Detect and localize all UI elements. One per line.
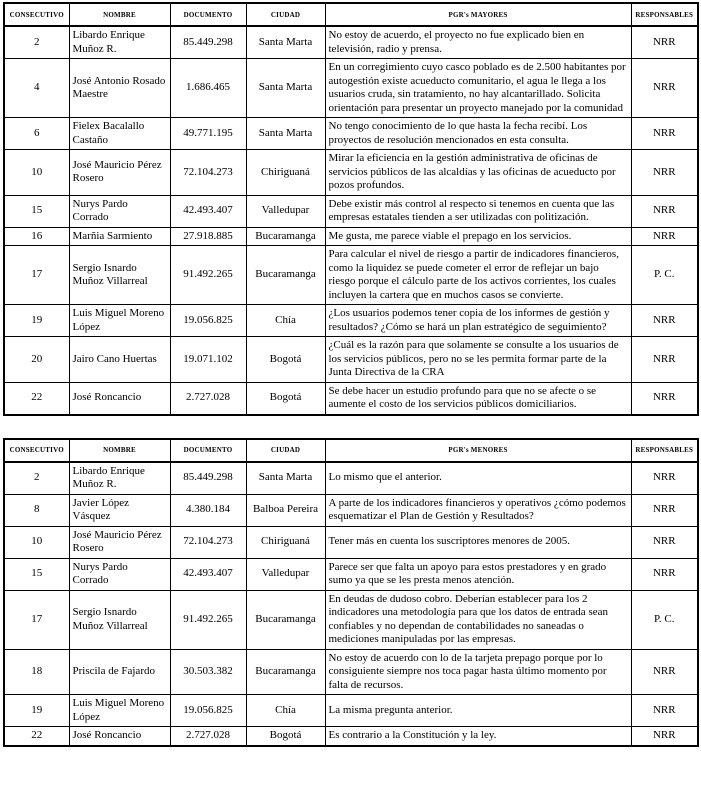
cell-consecutivo: 15 (4, 195, 69, 227)
table-body (4, 26, 698, 415)
table-row (4, 305, 698, 337)
cell-nombre: Marñia Sarmiento (69, 227, 170, 246)
cell-pgr: A parte de los indicadores financieros y operativos ¿cómo podemos esquematizar el Plan de Gestión y Resultados? (325, 494, 631, 526)
cell-responsables: NRR (631, 526, 698, 558)
cell-pgr: En un corregimiento cuyo casco poblado es de 2.500 habitantes por autogestión existe acueducto comunitario, el agua le llega a los usuarios cruda, sin tratamiento, no hay alcantarillado. Solicita orientación para presentar un proyecto manejado por la comunidad (325, 59, 631, 118)
cell-ciudad: Santa Marta (246, 462, 325, 495)
cell-nombre: Jairo Cano Huertas (69, 337, 170, 383)
cell-consecutivo: 10 (4, 526, 69, 558)
cell-nombre: José Roncancio (69, 727, 170, 746)
cell-responsables: NRR (631, 26, 698, 59)
cell-ciudad: Bogotá (246, 727, 325, 746)
cell-ciudad: Chiriguaná (246, 150, 325, 196)
cell-pgr: Mirar la eficiencia en la gestión administrativa de oficinas de servicios públicos de las alcaldías y las oficinas de acueducto por pozos profundos. (325, 150, 631, 196)
cell-pgr: ¿Cuál es la razón para que solamente se consulte a los usuarios de los servicios públicos, pero no se les permita formar parte de la Junta Directiva de la CRA (325, 337, 631, 383)
cell-documento: 19.056.825 (170, 305, 246, 337)
cell-pgr: En deudas de dudoso cobro. Deberían establecer para los 2 indicadores una metodología para que los datos de entrada sean confiables y no dependan de contabilidades no saneadas o mediciones manipuladas por las empresas. (325, 590, 631, 649)
cell-pgr: Tener más en cuenta los suscriptores menores de 2005. (325, 526, 631, 558)
cell-documento: 91.492.265 (170, 246, 246, 305)
cell-pgr: No estoy de acuerdo con lo de la tarjeta prepago porque por lo consiguiente siempre nos toca pagar hasta último momento por falta de recursos. (325, 649, 631, 695)
table-row (4, 382, 698, 415)
cell-responsables: NRR (631, 462, 698, 495)
cell-nombre: Libardo Enrique Muñoz R. (69, 462, 170, 495)
cell-responsables: P. C. (631, 246, 698, 305)
table-row (4, 26, 698, 59)
cell-documento: 85.449.298 (170, 26, 246, 59)
cell-documento: 4.380.184 (170, 494, 246, 526)
cell-ciudad: Bucaramanga (246, 246, 325, 305)
column-header-responsables: RESPONSABLES (631, 3, 698, 26)
cell-nombre: Nurys Pardo Corrado (69, 195, 170, 227)
cell-nombre: Luis Miguel Moreno López (69, 695, 170, 727)
column-header-documento: DOCUMENTO (170, 3, 246, 26)
cell-nombre: Fielex Bacalallo Castaño (69, 118, 170, 150)
table-row (4, 590, 698, 649)
cell-ciudad: Bogotá (246, 337, 325, 383)
cell-ciudad: Valledupar (246, 195, 325, 227)
cell-documento: 30.503.382 (170, 649, 246, 695)
cell-pgr: No tengo conocimiento de lo que hasta la fecha recibí. Los proyectos de resolución mencionados en esta consulta. (325, 118, 631, 150)
cell-ciudad: Bucaramanga (246, 227, 325, 246)
cell-nombre: Nurys Pardo Corrado (69, 558, 170, 590)
cell-consecutivo: 10 (4, 150, 69, 196)
table-row (4, 462, 698, 495)
cell-ciudad: Chía (246, 305, 325, 337)
table-body (4, 462, 698, 746)
cell-responsables: NRR (631, 227, 698, 246)
cell-pgr: Me gusta, me parece viable el prepago en los servicios. (325, 227, 631, 246)
cell-ciudad: Chía (246, 695, 325, 727)
cell-responsables: NRR (631, 382, 698, 415)
cell-responsables: NRR (631, 649, 698, 695)
cell-pgr: Parece ser que falta un apoyo para estos prestadores y en grado sumo ya que se les presta menos atención. (325, 558, 631, 590)
cell-nombre: José Roncancio (69, 382, 170, 415)
column-header-consecutivo: CONSECUTIVO (4, 3, 69, 26)
pgr-mayores-table (3, 2, 699, 416)
table-header-row (4, 439, 698, 462)
cell-pgr: Debe existir más control al respecto si tenemos en cuenta que las empresas estatales tienden a ser utilizadas con politización. (325, 195, 631, 227)
table-header-row (4, 3, 698, 26)
cell-pgr: No estoy de acuerdo, el proyecto no fue explicado bien en televisión, radio y prensa. (325, 26, 631, 59)
cell-documento: 2.727.028 (170, 727, 246, 746)
column-header-documento: DOCUMENTO (170, 439, 246, 462)
cell-responsables: NRR (631, 59, 698, 118)
cell-nombre: Luis Miguel Moreno López (69, 305, 170, 337)
table-row (4, 649, 698, 695)
cell-documento: 72.104.273 (170, 526, 246, 558)
pgr-menores-table (3, 438, 699, 747)
cell-responsables: NRR (631, 337, 698, 383)
cell-documento: 2.727.028 (170, 382, 246, 415)
cell-documento: 42.493.407 (170, 195, 246, 227)
cell-pgr: Es contrario a la Constitución y la ley. (325, 727, 631, 746)
cell-ciudad: Santa Marta (246, 26, 325, 59)
cell-documento: 72.104.273 (170, 150, 246, 196)
cell-consecutivo: 19 (4, 305, 69, 337)
cell-responsables: NRR (631, 118, 698, 150)
cell-consecutivo: 8 (4, 494, 69, 526)
cell-ciudad: Bucaramanga (246, 590, 325, 649)
cell-responsables: NRR (631, 305, 698, 337)
cell-consecutivo: 6 (4, 118, 69, 150)
cell-ciudad: Santa Marta (246, 118, 325, 150)
cell-nombre: Priscila de Fajardo (69, 649, 170, 695)
cell-documento: 27.918.885 (170, 227, 246, 246)
cell-ciudad: Valledupar (246, 558, 325, 590)
column-header-consecutivo: CONSECUTIVO (4, 439, 69, 462)
table-row (4, 118, 698, 150)
table-row (4, 695, 698, 727)
table-row (4, 727, 698, 746)
cell-consecutivo: 15 (4, 558, 69, 590)
cell-responsables: NRR (631, 727, 698, 746)
cell-nombre: Sergio Isnardo Muñoz Villarreal (69, 246, 170, 305)
cell-ciudad: Santa Marta (246, 59, 325, 118)
cell-responsables: NRR (631, 695, 698, 727)
cell-pgr: La misma pregunta anterior. (325, 695, 631, 727)
cell-documento: 49.771.195 (170, 118, 246, 150)
cell-pgr: Para calcular el nivel de riesgo a partir de indicadores financieros, como la liquidez se puede cometer el error de reflejar un bajo riesgo porque el cálculo parte de los activos corrientes, los cuales incluyen la cartera que en muchos casos se convierte. (325, 246, 631, 305)
cell-pgr: Lo mismo que el anterior. (325, 462, 631, 495)
column-header-ciudad: CIUDAD (246, 3, 325, 26)
cell-consecutivo: 18 (4, 649, 69, 695)
cell-responsables: P. C. (631, 590, 698, 649)
cell-consecutivo: 17 (4, 246, 69, 305)
table-row (4, 227, 698, 246)
cell-nombre: José Antonio Rosado Maestre (69, 59, 170, 118)
cell-ciudad: Balboa Pereira (246, 494, 325, 526)
cell-ciudad: Chiriguaná (246, 526, 325, 558)
cell-ciudad: Bucaramanga (246, 649, 325, 695)
column-header-pgr: PGR's MENORES (325, 439, 631, 462)
cell-consecutivo: 4 (4, 59, 69, 118)
column-header-responsables: RESPONSABLES (631, 439, 698, 462)
table-header-row (4, 3, 698, 26)
cell-pgr: Se debe hacer un estudio profundo para que no se afecte o se aumente el costo de los servicios públicos domiciliarios. (325, 382, 631, 415)
cell-documento: 91.492.265 (170, 590, 246, 649)
cell-responsables: NRR (631, 558, 698, 590)
cell-pgr: ¿Los usuarios podemos tener copia de los informes de gestión y resultados? ¿Cómo se hará un plan estratégico de seguimiento? (325, 305, 631, 337)
table-row (4, 246, 698, 305)
table-row (4, 337, 698, 383)
cell-consecutivo: 22 (4, 382, 69, 415)
table-row (4, 526, 698, 558)
cell-consecutivo: 2 (4, 462, 69, 495)
cell-consecutivo: 17 (4, 590, 69, 649)
table-row (4, 150, 698, 196)
cell-consecutivo: 16 (4, 227, 69, 246)
column-header-pgr: PGR's MAYORES (325, 3, 631, 26)
cell-responsables: NRR (631, 150, 698, 196)
cell-nombre: José Mauricio Pérez Rosero (69, 150, 170, 196)
table-row (4, 558, 698, 590)
cell-nombre: José Mauricio Pérez Rosero (69, 526, 170, 558)
cell-consecutivo: 2 (4, 26, 69, 59)
cell-ciudad: Bogotá (246, 382, 325, 415)
column-header-nombre: NOMBRE (69, 439, 170, 462)
cell-responsables: NRR (631, 494, 698, 526)
column-header-ciudad: CIUDAD (246, 439, 325, 462)
cell-consecutivo: 22 (4, 727, 69, 746)
column-header-nombre: NOMBRE (69, 3, 170, 26)
cell-documento: 19.056.825 (170, 695, 246, 727)
cell-nombre: Sergio Isnardo Muñoz Villarreal (69, 590, 170, 649)
table-row (4, 59, 698, 118)
cell-consecutivo: 19 (4, 695, 69, 727)
cell-nombre: Libardo Enrique Muñoz R. (69, 26, 170, 59)
cell-responsables: NRR (631, 195, 698, 227)
cell-documento: 85.449.298 (170, 462, 246, 495)
cell-nombre: Javier López Vásquez (69, 494, 170, 526)
table-header-row (4, 439, 698, 462)
cell-documento: 42.493.407 (170, 558, 246, 590)
table-row (4, 195, 698, 227)
cell-consecutivo: 20 (4, 337, 69, 383)
table-row (4, 494, 698, 526)
cell-documento: 1.686.465 (170, 59, 246, 118)
cell-documento: 19.071.102 (170, 337, 246, 383)
